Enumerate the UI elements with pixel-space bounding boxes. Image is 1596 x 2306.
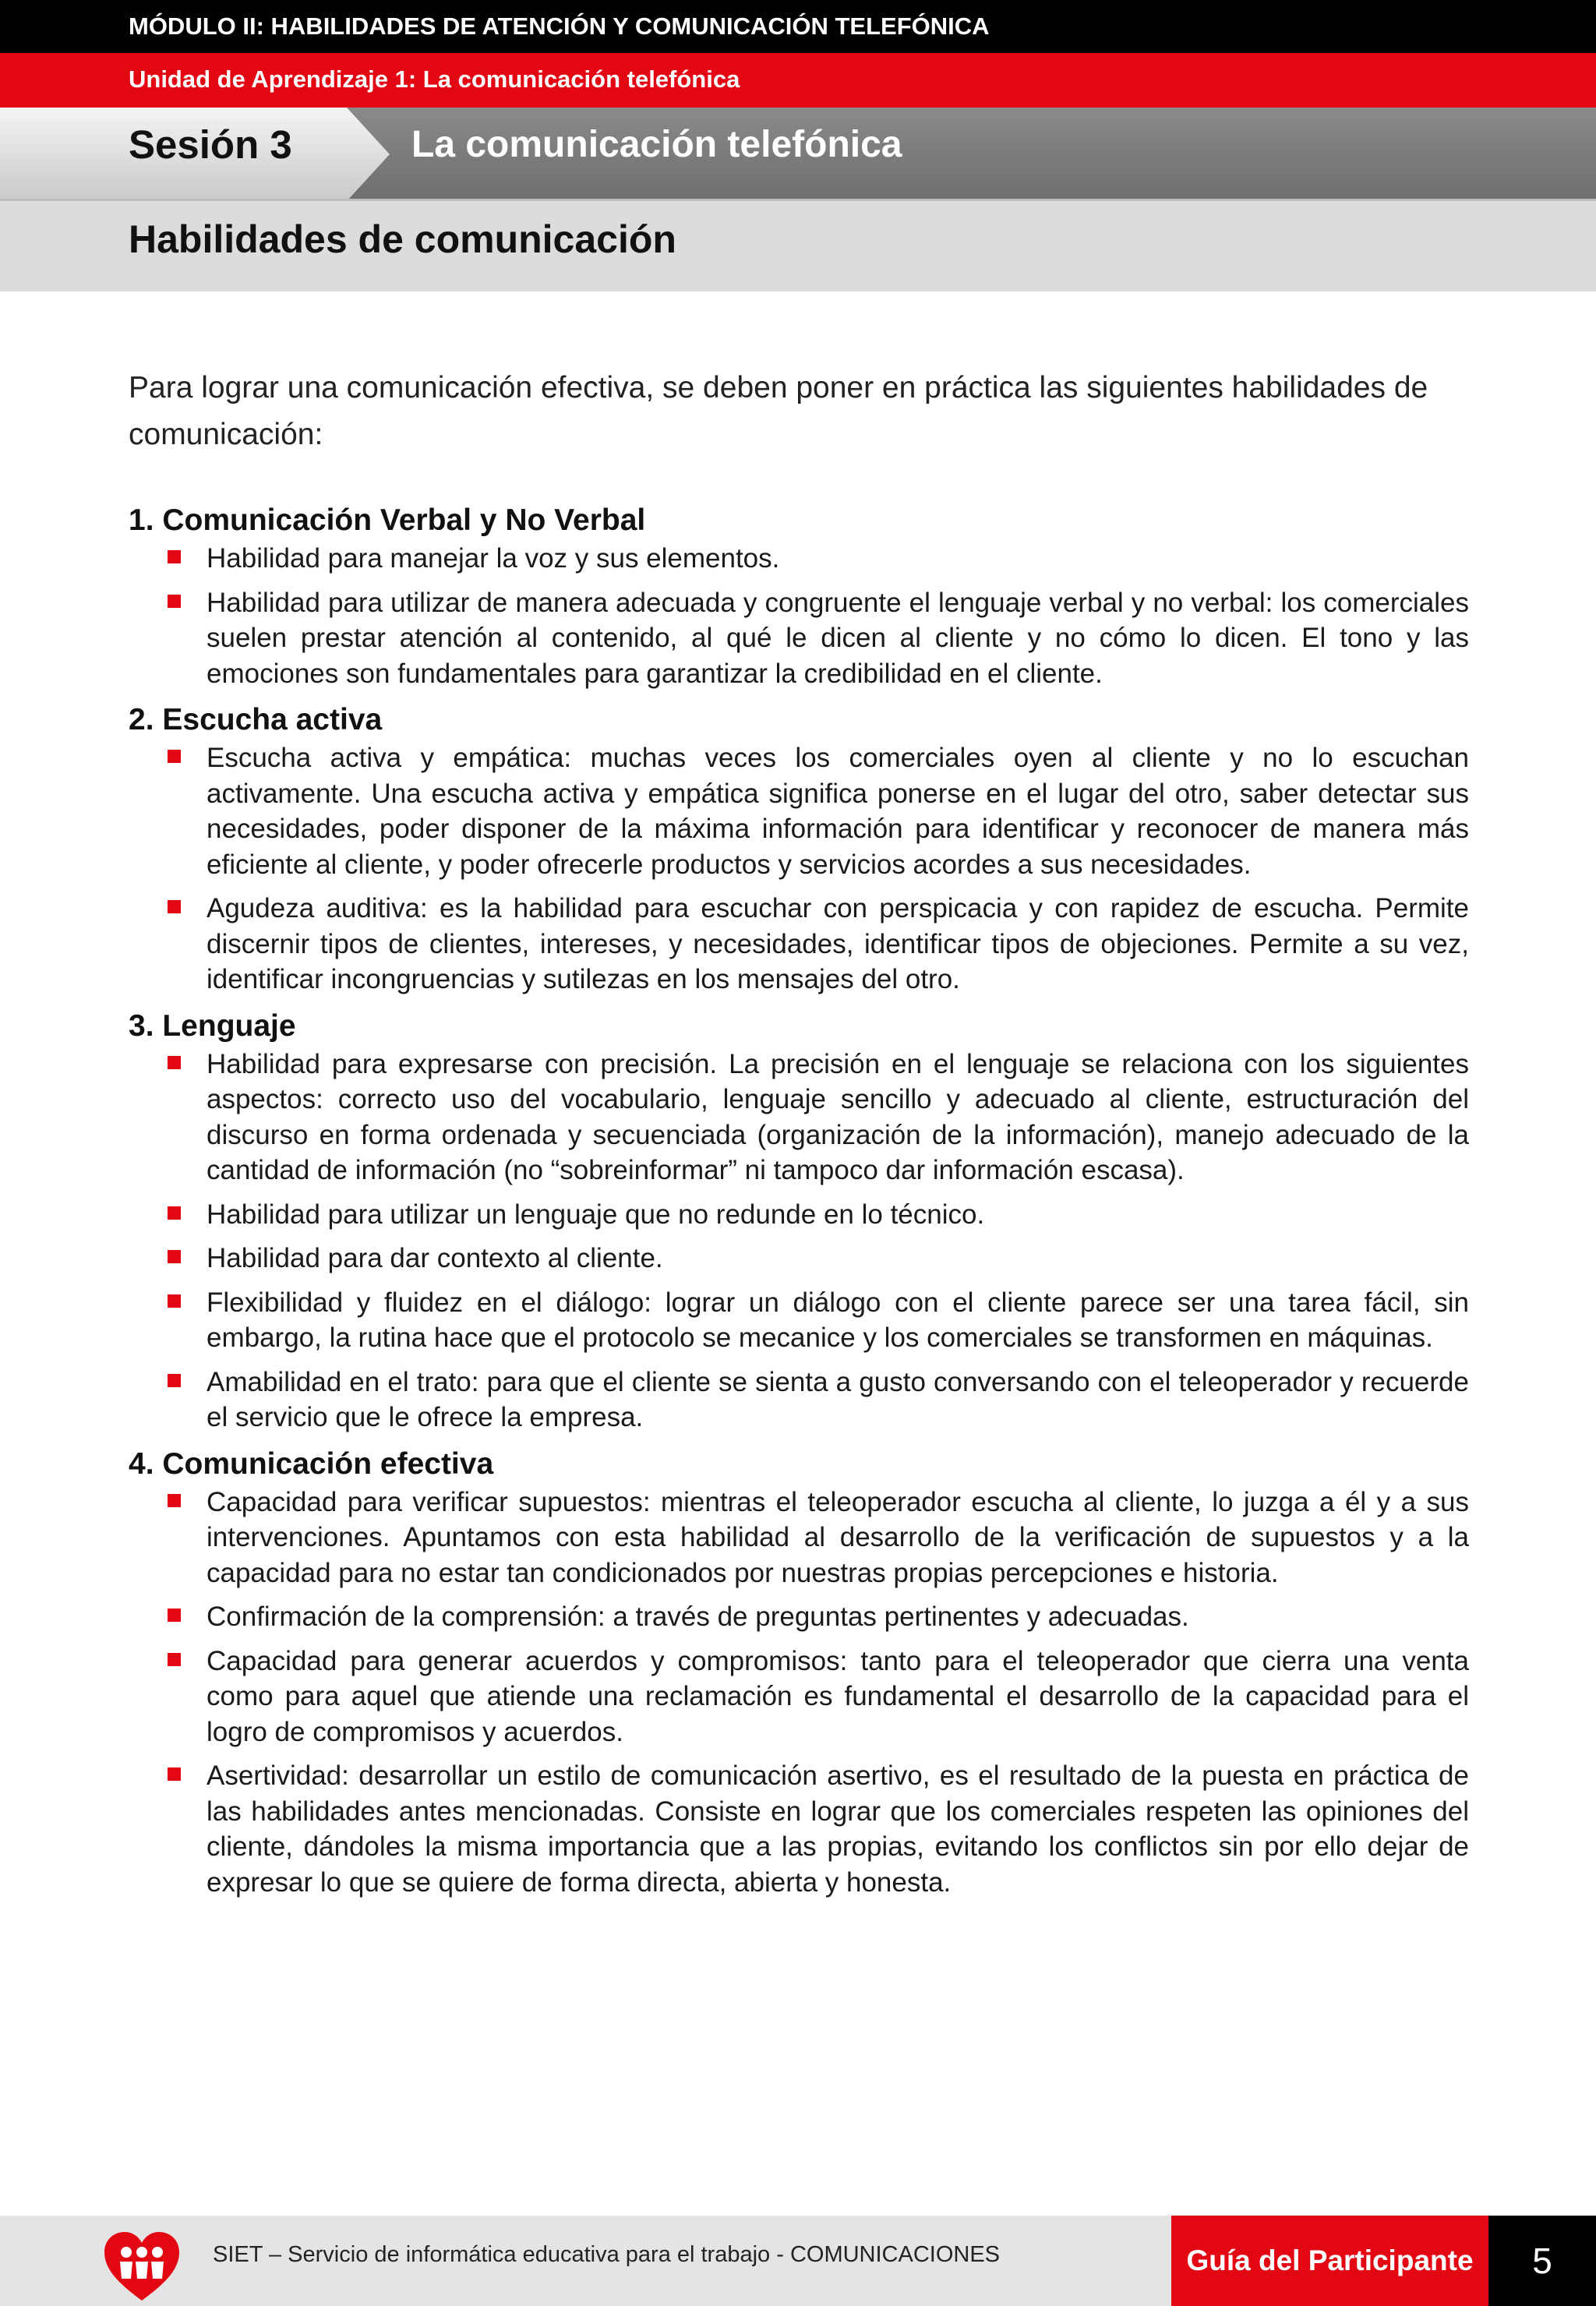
square-bullet-icon (168, 1374, 181, 1387)
session-title: La comunicación telefónica (411, 124, 902, 165)
bullet-list (129, 1047, 1469, 1436)
content (129, 365, 1469, 1909)
list-item-text: Habilidad para dar contexto al cliente. (207, 1243, 663, 1273)
section-title: 3. Lenguaje (129, 1008, 296, 1043)
bullet-list (129, 740, 1469, 998)
square-bullet-icon (168, 900, 181, 913)
square-bullet-icon (168, 1609, 181, 1622)
list-item (129, 1285, 1469, 1356)
list-item-text: Habilidad para utilizar un lenguaje que no redunde en lo técnico. (207, 1199, 985, 1230)
list-item-text: Agudeza auditiva: es la habilidad para escuchar con perspicacia y con rapidez de escucha. Permite discernir tipos de clientes, intereses, y necesidades, identificar tipos de objeciones. Permite a su vez, identificar incongruencias y sutilezas en los mensajes del otro. (207, 893, 1469, 994)
list-item-text: Escucha activa y empática: muchas veces los comerciales oyen al cliente y no lo escuchan activamente. Una escucha activa y empática significa ponerse en el lugar del otro, saber detectar sus necesidades, poder disponer de la máxima información para identificar y reconocer de manera más eficiente al cliente, y poder ofrecerle productos y servicios acordes a sus necesidades. (207, 743, 1469, 880)
square-bullet-icon (168, 1056, 181, 1069)
square-bullet-icon (168, 1250, 181, 1263)
square-bullet-icon (168, 1653, 181, 1666)
list-item-text: Flexibilidad y fluidez en el diálogo: lograr un diálogo con el cliente parece ser una tarea fácil, sin embargo, la rutina hace que el protocolo se mecanice y los comerciales se transformen en máquinas. (207, 1287, 1469, 1353)
section-title: 1. Comunicación Verbal y No Verbal (129, 503, 646, 537)
page-number: 5 (1488, 2216, 1596, 2306)
section-title: 4. Comunicación efectiva (129, 1446, 494, 1481)
list-item (129, 1365, 1469, 1436)
square-bullet-icon (168, 595, 181, 608)
square-bullet-icon (168, 1767, 181, 1781)
list-item (129, 740, 1469, 882)
list-item (129, 1485, 1469, 1591)
square-bullet-icon (168, 550, 181, 563)
list-item-text: Capacidad para generar acuerdos y compromisos: tanto para el teleoperador que cierra una venta como para aquel que atiende una reclamación es fundamental el desarrollo de la capacidad para el logro de compromisos y acuerdos. (207, 1645, 1469, 1747)
module-header: MÓDULO II: HABILIDADES DE ATENCIÓN Y COMUNICACIÓN TELEFÓNICA (0, 0, 1596, 53)
list-item-text: Habilidad para manejar la voz y sus elementos. (207, 543, 780, 574)
guide-label: Guía del Participante (1171, 2216, 1488, 2306)
square-bullet-icon (168, 1206, 181, 1220)
list-item-text: Confirmación de la comprensión: a través de preguntas pertinentes y adecuadas. (207, 1601, 1189, 1632)
section (129, 500, 1469, 691)
section (129, 700, 1469, 998)
square-bullet-icon (168, 1494, 181, 1507)
list-item-text: Amabilidad en el trato: para que el cliente se sienta a gusto conversando con el teleoperador y recuerde el servicio que le ofrece la empresa. (207, 1366, 1469, 1432)
siet-logo (103, 2230, 181, 2302)
list-item (129, 1047, 1469, 1188)
subtitle-band (0, 201, 1596, 291)
footer-text: SIET – Servicio de informática educativa para el trabajo - COMUNICACIONES (213, 2242, 1001, 2267)
list-item (129, 1599, 1469, 1635)
section (129, 1444, 1469, 1901)
section-title: 2. Escucha activa (129, 703, 383, 736)
square-bullet-icon (168, 1294, 181, 1308)
list-item (129, 1758, 1469, 1900)
unit-header: Unidad de Aprendizaje 1: La comunicación telefónica (0, 53, 1596, 108)
page-title: Habilidades de comunicación (129, 217, 676, 261)
session-row (0, 108, 1596, 201)
list-item (129, 1241, 1469, 1277)
list-item (129, 891, 1469, 998)
list-item-text: Capacidad para verificar supuestos: mientras el teleoperador escucha al cliente, lo juzga a él y a sus intervenciones. Apuntamos con esta habilidad al desarrollo de la verificación de supuestos y a la capacidad para no estar tan condicionados por nuestras propias percepciones e historia. (207, 1486, 1469, 1588)
section (129, 1006, 1469, 1436)
list-item-text: Habilidad para expresarse con precisión. La precisión en el lenguaje se relaciona con los siguientes aspectos: correcto uso del vocabulario, lenguaje sencillo y adecuado al cliente, estructuración del discurso en forma ordenada y secuenciada (organización de la información), manejo adecuado de la cantidad de información (no “sobreinformar” ni tampoco dar información escasa). (207, 1048, 1469, 1185)
square-bullet-icon (168, 750, 181, 763)
list-item (129, 585, 1469, 692)
list-item (129, 1197, 1469, 1233)
intro-paragraph: Para lograr una comunicación efectiva, se deben poner en práctica las siguientes habilidades de comunicación: (129, 371, 1428, 451)
list-item-text: Habilidad para utilizar de manera adecuada y congruente el lenguaje verbal y no verbal: los comerciales suelen prestar atención al contenido, al qué le dicen al cliente y no cómo lo dicen. El tono y las emociones son fundamentales para garantizar la credibilidad en el cliente. (207, 587, 1469, 689)
bullet-list (129, 541, 1469, 691)
list-item (129, 1644, 1469, 1750)
bullet-list (129, 1485, 1469, 1901)
list-item-text: Asertividad: desarrollar un estilo de comunicación asertivo, es el resultado de la puesta en práctica de las habilidades antes mencionadas. Consiste en lograr que los comerciales respeten las opiniones del cliente, dándoles la misma importancia que a las propias, evitando los conflictos sin por ello dejar de expresar lo que se quiere de forma directa, abierta y honesta. (207, 1760, 1469, 1898)
session-label: Sesión 3 (129, 122, 292, 167)
list-item (129, 541, 1469, 577)
sections (129, 500, 1469, 1900)
